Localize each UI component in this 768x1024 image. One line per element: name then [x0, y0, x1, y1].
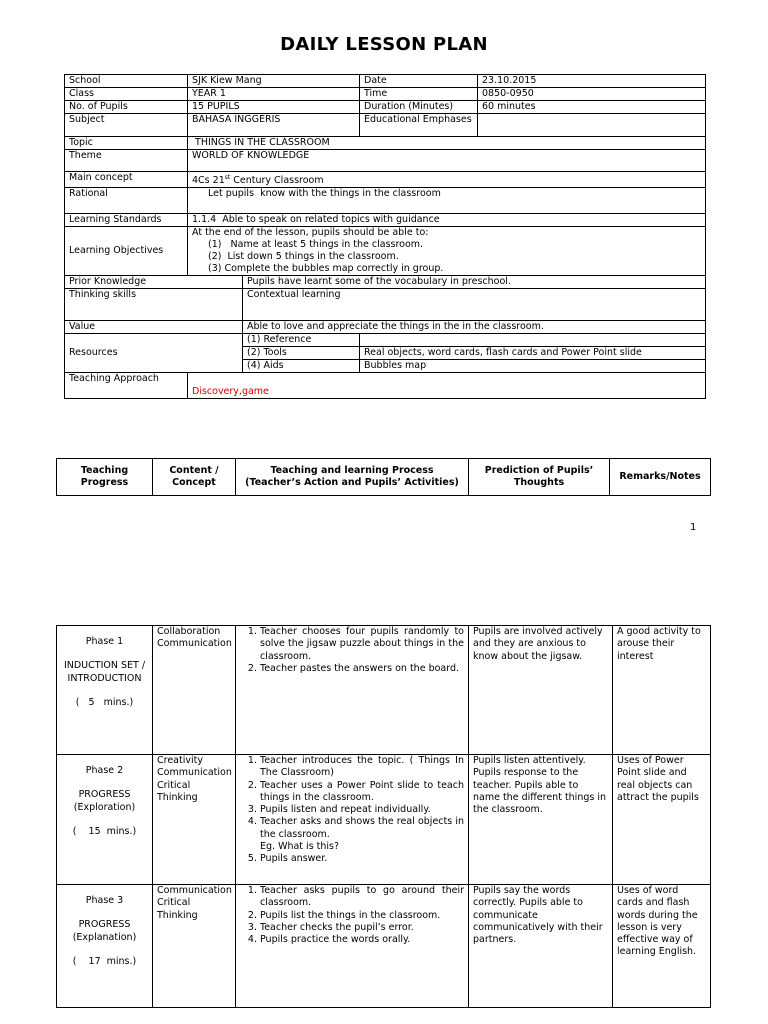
resource-reference-label: (1) Reference	[243, 334, 360, 347]
objective-item: (2) List down 5 things in the classroom.	[208, 251, 399, 263]
theme-value: WORLD OF KNOWLEDGE	[188, 150, 706, 172]
main-concept-value: 4Cs 21st Century Classroom	[188, 172, 706, 188]
prediction-cell: Pupils say the words correctly. Pupils able to communicate communicatively with their partners.	[469, 885, 613, 1008]
value-value: Able to love and appreciate the things in the in the classroom.	[243, 321, 706, 334]
header-prediction: Prediction of Pupils’ Thoughts	[469, 459, 610, 496]
time-label: Time	[360, 88, 478, 101]
class-value: YEAR 1	[188, 88, 360, 101]
duration-value: 60 minutes	[478, 101, 706, 114]
resource-tools-value: Real objects, word cards, flash cards and Power Point slide	[360, 347, 706, 360]
header-teaching-process: Teaching and learning Process (Teacher’s Action and Pupils’ Activities)	[236, 459, 469, 496]
list-item: 3. Pupils listen and repeat individually.	[260, 804, 464, 816]
date-label: Date	[360, 75, 478, 88]
list-item: 2. Teacher uses a Power Point slide to teach things in the classroom.	[260, 780, 464, 805]
thinking-value: Contextual learning	[243, 289, 706, 321]
topic-label: Topic	[65, 137, 188, 150]
resource-aids-value: Bubbles map	[360, 360, 706, 373]
process-cell	[236, 755, 469, 885]
prior-label: Prior Knowledge	[65, 276, 243, 289]
process-header-table	[56, 458, 711, 496]
phase-cell: Phase 2 PROGRESS (Exploration) ( 15 mins.)	[57, 755, 153, 885]
resource-tools-label: (2) Tools	[243, 347, 360, 360]
subject-label: Subject	[65, 114, 188, 137]
standards-label: Learning Standards	[65, 214, 188, 227]
remarks-cell: Uses of word cards and flash words during the lesson is very effective way of learning English.	[613, 885, 711, 1008]
school-value: SJK Kiew Mang	[188, 75, 360, 88]
theme-label: Theme	[65, 150, 188, 172]
prediction-cell: Pupils are involved actively and they are anxious to know about the jigsaw.	[469, 626, 613, 755]
class-label: Class	[65, 88, 188, 101]
list-item: 4. Teacher asks and shows the real objects in the classroom. Eg. What is this?	[260, 816, 464, 853]
subject-value: BAHASA INGGERIS	[188, 114, 360, 137]
list-item: 2. Pupils list the things in the classroom.	[260, 910, 464, 922]
resource-reference-value	[360, 334, 706, 347]
date-value: 23.10.2015	[478, 75, 706, 88]
header-teaching-progress: Teaching Progress	[57, 459, 153, 496]
list-item: 2. Teacher pastes the answers on the board.	[260, 663, 464, 675]
duration-label: Duration (Minutes)	[360, 101, 478, 114]
content-cell: Collaboration Communication	[153, 626, 236, 755]
list-item: 1. Teacher chooses four pupils randomly to solve the jigsaw puzzle about things in the classroom.	[260, 626, 464, 663]
lesson-info-table	[64, 74, 706, 399]
table-row	[57, 626, 711, 755]
remarks-cell: A good activity to arouse their interest	[613, 626, 711, 755]
pupils-label: No. of Pupils	[65, 101, 188, 114]
table-row	[57, 755, 711, 885]
phases-table	[56, 625, 711, 1008]
main-concept-label: Main concept	[65, 172, 188, 188]
pupils-value: 15 PUPILS	[188, 101, 360, 114]
list-item: 4. Pupils practice the words orally.	[260, 934, 464, 946]
process-cell	[236, 885, 469, 1008]
resource-aids-label: (4) Aids	[243, 360, 360, 373]
objective-item: (3) Complete the bubbles map correctly in group.	[208, 263, 444, 275]
topic-value: THINGS IN THE CLASSROOM	[188, 137, 706, 150]
page-title: DAILY LESSON PLAN	[280, 34, 488, 55]
resources-label: Resources	[65, 334, 243, 373]
header-remarks: Remarks/Notes	[610, 459, 711, 496]
emphases-label: Educational Emphases	[360, 114, 478, 137]
phase-cell: Phase 3 PROGRESS (Explanation) ( 17 mins.)	[57, 885, 153, 1008]
rational-value: Let pupils know with the things in the classroom	[188, 188, 706, 214]
phase-cell: Phase 1 INDUCTION SET / INTRODUCTION ( 5 mins.)	[57, 626, 153, 755]
objective-item: (1) Name at least 5 things in the classroom.	[208, 239, 424, 251]
content-cell: Creativity Communication Critical Thinking	[153, 755, 236, 885]
emphases-value	[478, 114, 706, 137]
objectives-label: Learning Objectives	[65, 227, 188, 276]
thinking-label: Thinking skills	[65, 289, 243, 321]
prediction-cell: Pupils listen attentively. Pupils response to the teacher. Pupils able to name the different things in the classroom.	[469, 755, 613, 885]
list-item: 3. Teacher checks the pupil’s error.	[260, 922, 464, 934]
list-item: 1. Teacher asks pupils to go around their classroom.	[260, 885, 464, 910]
table-row	[57, 885, 711, 1008]
school-label: School	[65, 75, 188, 88]
objectives-value: At the end of the lesson, pupils should be able to: (1) Name at least 5 things in the classroom. (2) List down 5 things in the classroom. (3) Complete the bubbles map correctly in group.	[188, 227, 706, 276]
list-item: 1. Teacher introduces the topic. ( Things In The Classroom)	[260, 755, 464, 780]
rational-label: Rational	[65, 188, 188, 214]
list-item: 5. Pupils answer.	[260, 853, 464, 865]
prior-value: Pupils have learnt some of the vocabulary in preschool.	[243, 276, 706, 289]
content-cell: Communication Critical Thinking	[153, 885, 236, 1008]
time-value: 0850-0950	[478, 88, 706, 101]
approach-value: Discovery,game	[188, 373, 706, 399]
approach-label: Teaching Approach	[65, 373, 188, 399]
remarks-cell: Uses of Power Point slide and real objects can attract the pupils	[613, 755, 711, 885]
process-cell	[236, 626, 469, 755]
standards-value: 1.1.4 Able to speak on related topics with guidance	[188, 214, 706, 227]
header-content-concept: Content / Concept	[153, 459, 236, 496]
value-label: Value	[65, 321, 243, 334]
page-number: 1	[690, 522, 697, 533]
